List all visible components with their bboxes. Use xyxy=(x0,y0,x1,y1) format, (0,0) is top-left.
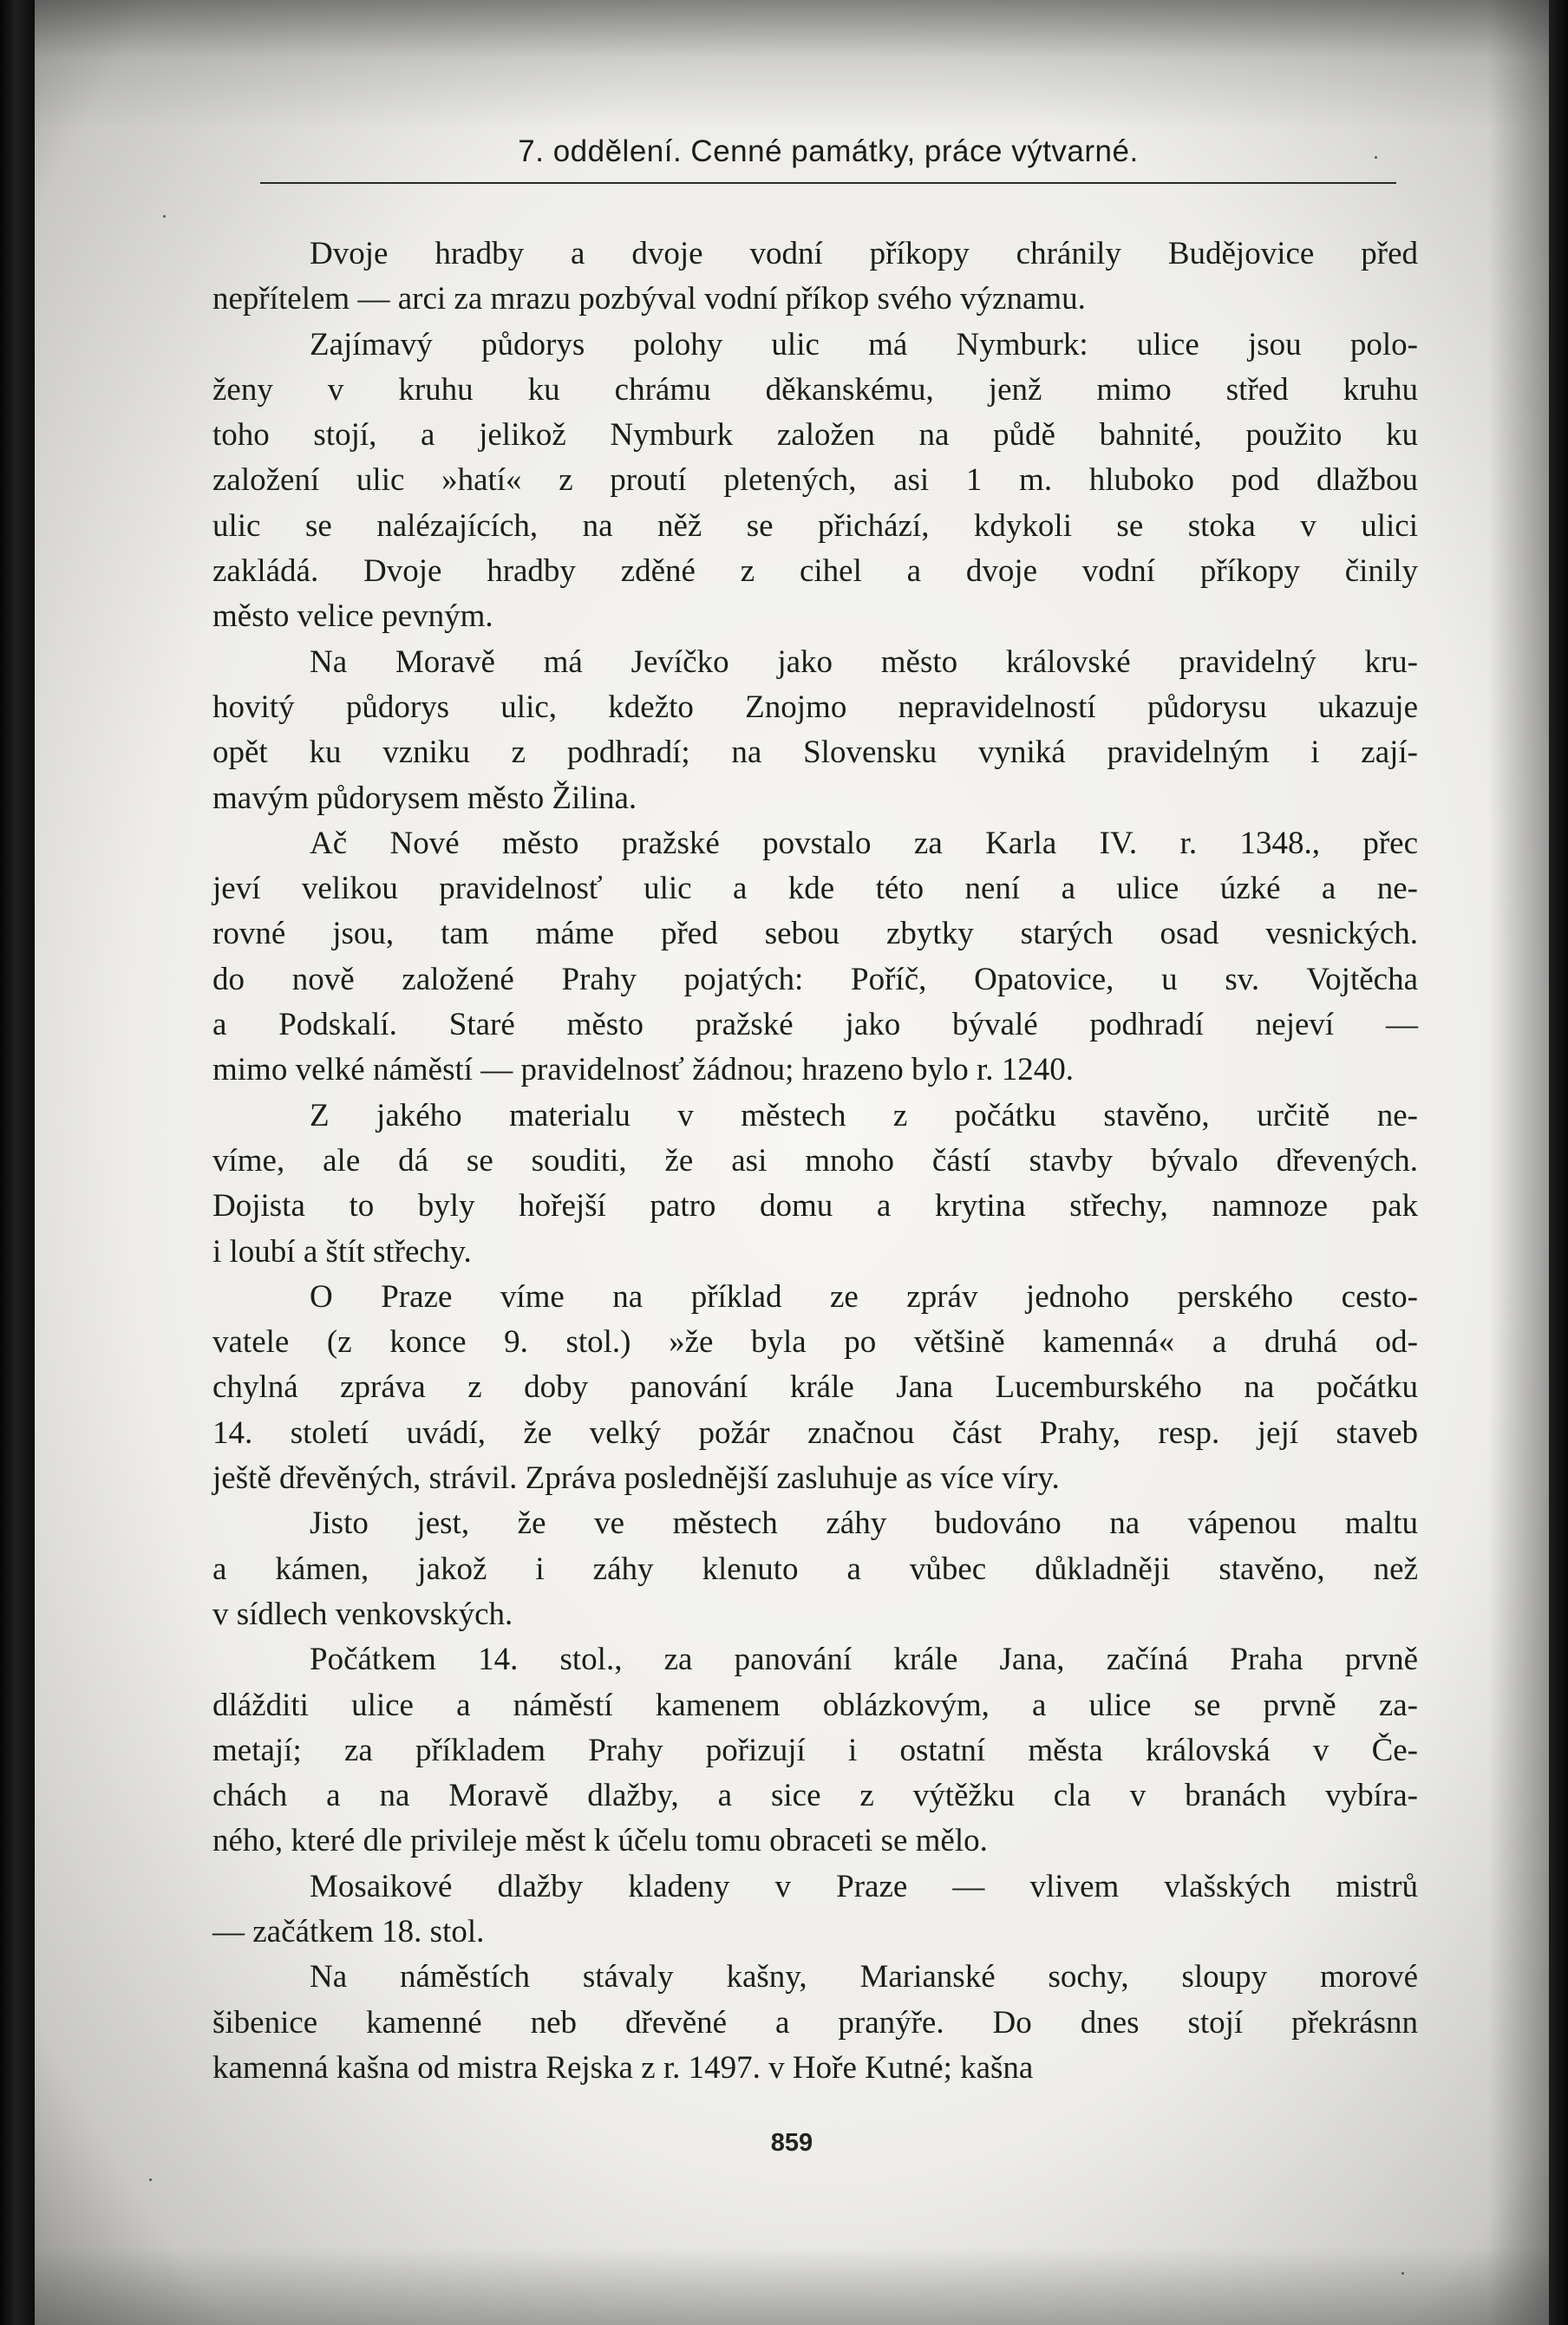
text-line: mimo velké náměstí — pravidelnosť žádnou; hrazeno bylo r. 1240. xyxy=(212,1052,1075,1088)
text-line: do nově založené Prahy pojatých: Poříč, Opatovice, u sv. Vojtěcha xyxy=(212,961,1418,997)
paragraph xyxy=(212,1501,1418,1637)
text-line: toho stojí, a jelikož Nymburk založen na půdě bahnité, použito ku xyxy=(212,417,1418,454)
text-line: Ač Nové město pražské povstalo za Karla IV. r. 1348., přec xyxy=(310,825,1418,861)
scan-border-right xyxy=(1549,0,1568,2325)
text-line: založení ulic »hatí« z proutí pletených, asi 1 m. hluboko pod dlažbou xyxy=(212,462,1418,499)
text-line: ženy v kruhu ku chrámu děkanskému, jenž mimo střed kruhu xyxy=(212,371,1418,408)
page-shadow-right xyxy=(1488,0,1549,2325)
running-title: 7. oddělení. Cenné památky, práce výtvarné. xyxy=(518,134,1139,168)
text-line: 14. století uvádí, že velký požár značnou část Prahy, resp. její staveb xyxy=(212,1414,1418,1451)
text-line: ještě dřevěných, strávil. Zpráva poslednější zasluhuje as více víry. xyxy=(212,1460,1060,1497)
text-line: chách a na Moravě dlažby, a sice z výtěžku cla v branách vybíra- xyxy=(212,1778,1418,1814)
text-line: chylná zpráva z doby panování krále Jana Lucemburského na počátku xyxy=(212,1369,1418,1406)
text-line: šibenice kamenné neb dřevěné a pranýře. Do dnes stojí překrásnn xyxy=(212,2004,1418,2041)
text-line: jeví velikou pravidelnosť ulic a kde této není a ulice úzké a ne- xyxy=(212,871,1418,907)
text-line: rovné jsou, tam máme před sebou zbytky starých osad vesnických. xyxy=(212,916,1418,952)
paper-speck xyxy=(1401,2272,1404,2275)
paragraph xyxy=(212,1094,1418,1275)
paragraph xyxy=(212,1865,1418,1956)
text-line: i loubí a štít střechy. xyxy=(212,1233,472,1270)
text-line: zakládá. Dvoje hradby zděné z cihel a dvoje vodní příkopy činily xyxy=(212,553,1418,590)
text-line: město velice pevným. xyxy=(212,598,493,635)
paragraph xyxy=(212,323,1418,640)
text-line: víme, ale dá se souditi, že asi mnoho částí stavby bývalo dřevených. xyxy=(212,1142,1418,1179)
text-line: kamenná kašna od mistra Rejska z r. 1497. v Hoře Kutné; kašna xyxy=(212,2049,1034,2086)
text-line: Dojista to byly hořejší patro domu a krytina střechy, namnoze pak xyxy=(212,1188,1418,1225)
text-line: nepřítelem — arci za mrazu pozbýval vodní příkop svého významu. xyxy=(212,281,1086,317)
running-header xyxy=(260,121,1396,184)
paragraph xyxy=(212,1275,1418,1501)
page-shadow-top xyxy=(35,0,1549,130)
text-line: a kámen, jakož i záhy klenuto a vůbec důkladněji stavěno, než xyxy=(212,1551,1418,1587)
text-line: — začátkem 18. stol. xyxy=(212,1913,485,1949)
text-line: mavým půdorysem město Žilina. xyxy=(212,780,637,816)
paragraph xyxy=(212,1637,1418,1864)
scan-border-left xyxy=(0,0,35,2325)
text-line: Zajímavý půdorys polohy ulic má Nymburk: ulice jsou polo- xyxy=(310,326,1418,362)
page-shadow-bottom xyxy=(35,2247,1549,2325)
text-line: Jisto jest, že ve městech záhy budováno na vápenou maltu xyxy=(310,1505,1418,1542)
text-line: Z jakého materialu v městech z počátku stavěno, určitě ne- xyxy=(310,1097,1418,1133)
text-line: O Praze víme na příklad ze zpráv jednoho perského cesto- xyxy=(310,1278,1418,1315)
book-page xyxy=(35,0,1549,2325)
text-line: vatele (z konce 9. stol.) »že byla po většině kamenná« a druhá od- xyxy=(212,1324,1418,1361)
text-line: metají; za příkladem Prahy pořizují i ostatní města královská v Če- xyxy=(212,1732,1418,1768)
text-line: dlážditi ulice a náměstí kamenem oblázkovým, a ulice se prvně za- xyxy=(212,1687,1418,1723)
paragraph xyxy=(212,232,1418,323)
paragraph xyxy=(212,640,1418,821)
text-line: ného, které dle privileje měst k účelu tomu obraceti se mělo. xyxy=(212,1823,988,1859)
text-line: Mosaikové dlažby kladeny v Praze — vlivem vlašských mistrů xyxy=(310,1868,1418,1904)
paper-speck xyxy=(149,2178,152,2181)
page-number: 859 xyxy=(770,2129,813,2157)
text-line: Na Moravě má Jevíčko jako město královské pravidelný kru- xyxy=(310,643,1418,680)
text-line: v sídlech venkovských. xyxy=(212,1596,513,1632)
text-line: Dvoje hradby a dvoje vodní příkopy chránily Budějovice před xyxy=(310,236,1418,271)
text-line: ulic se nalézajících, na něž se přichází, kdykoli se stoka v ulici xyxy=(212,507,1418,544)
text-line: opět ku vzniku z podhradí; na Slovensku vyniká pravidelným i zají- xyxy=(212,735,1418,771)
paragraph xyxy=(212,1955,1418,2091)
text-line: a Podskalí. Staré město pražské jako bývalé podhradí nejeví — xyxy=(212,1007,1418,1043)
text-line: Počátkem 14. stol., za panování krále Jana, začíná Praha prvně xyxy=(310,1642,1418,1678)
text-line: Na náměstích stávaly kašny, Marianské sochy, sloupy morové xyxy=(310,1959,1418,1995)
text-line: hovitý půdorys ulic, kdežto Znojmo nepravidelností půdorysu ukazuje xyxy=(212,689,1418,725)
paper-speck xyxy=(163,215,166,218)
body-text xyxy=(212,232,1418,2091)
paragraph xyxy=(212,821,1418,1094)
